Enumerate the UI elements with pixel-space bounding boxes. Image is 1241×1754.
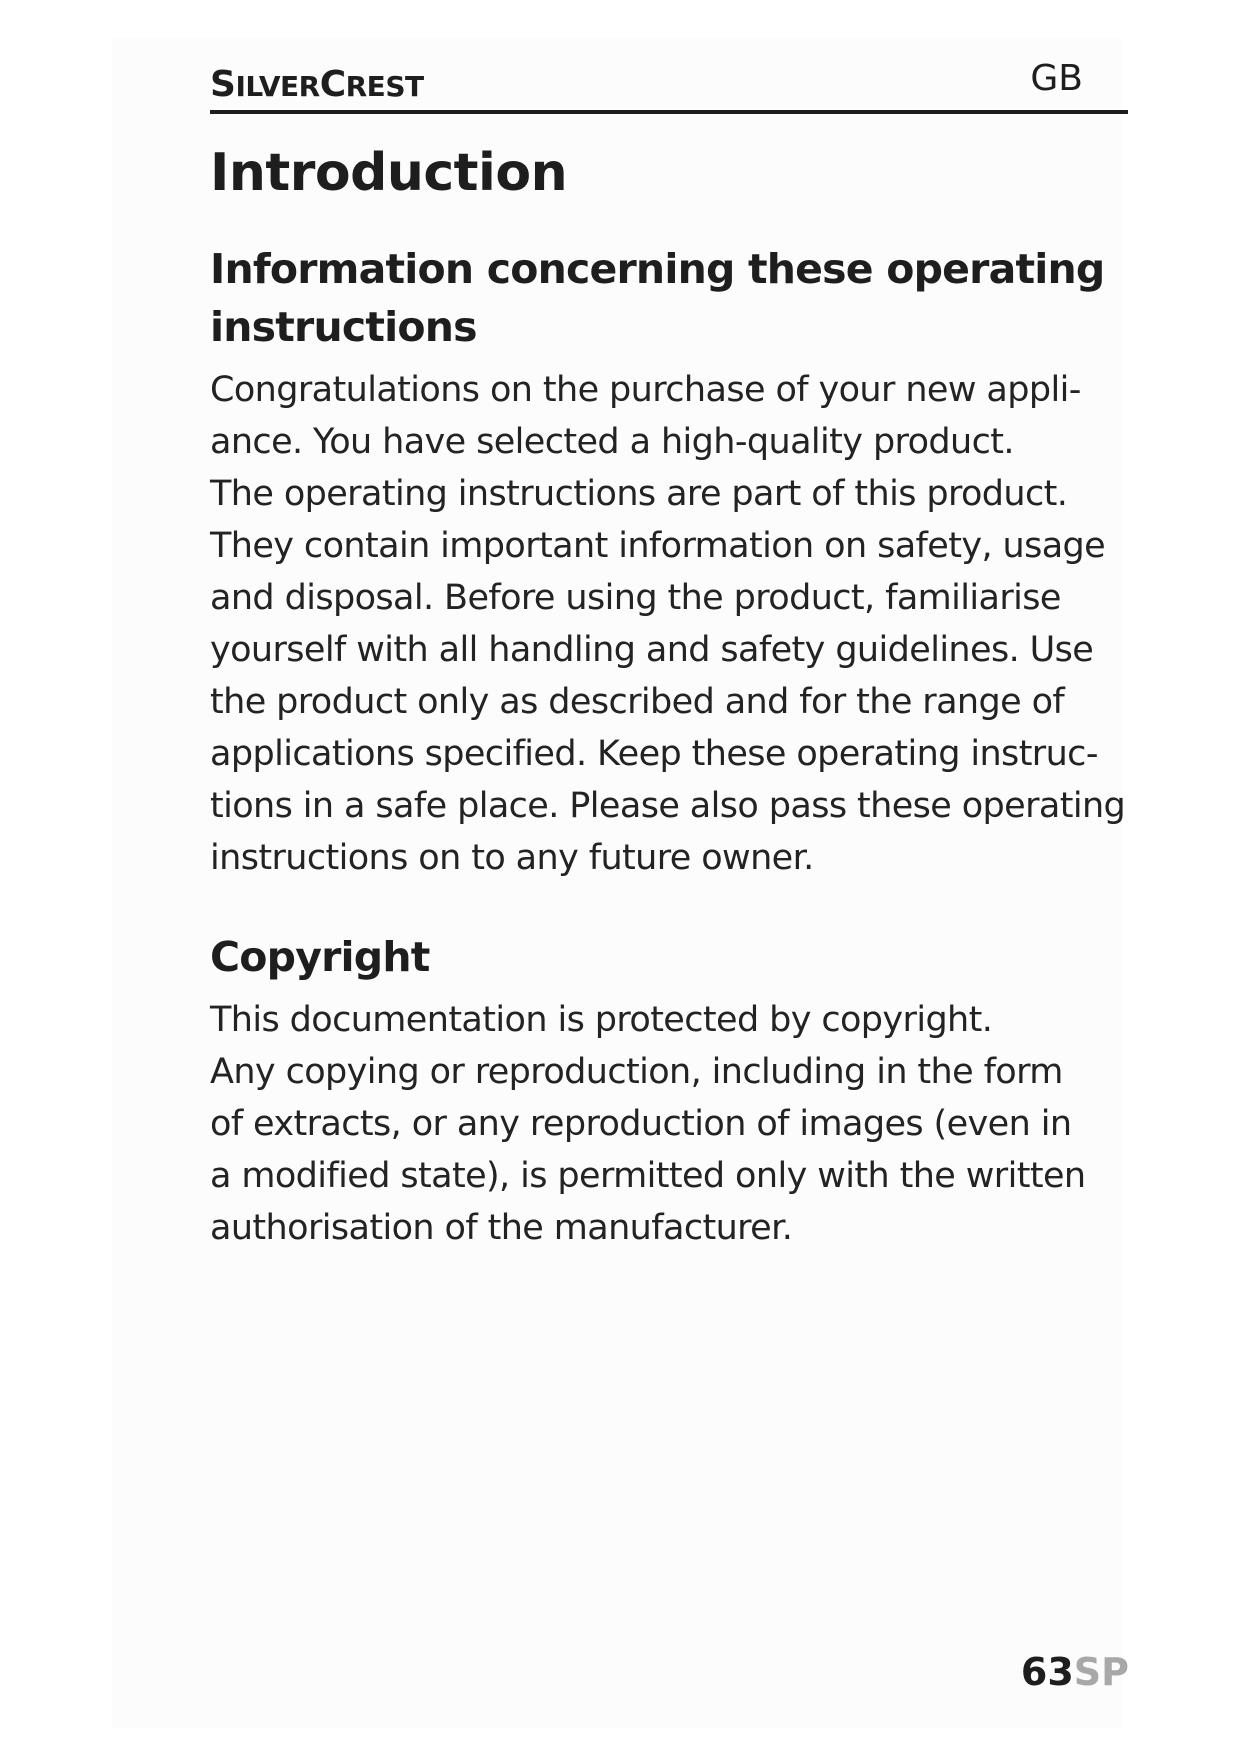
section-heading: Information concerning these operating instructions — [210, 245, 1105, 351]
brand-logo: SILVERCREST — [210, 64, 424, 105]
page-content — [210, 138, 1126, 1254]
section-operating-instructions — [210, 240, 1126, 884]
section-paragraph: This documentation is protected by copyright. Any copying or reproduction, including in the form of extracts, or any reproduction of images (even in a modified state), is permitted only with the written authorisation of the manufacturer. — [210, 1000, 1086, 1248]
section-copyright — [210, 928, 1090, 1254]
section-paragraph: Congratulations on the purchase of your new appli- ance. You have selected a high-quality product. The operating instructions are part of this product. They contain important information on safety, usage and disposal. Before using the product, familiarise yourself with all handling and safety guidelines. Use the product only as described and for the range of applications specified. Keep these operating instruc- tions in a safe place. Please also pass these operating instructions on to any future owner. — [210, 370, 1126, 878]
language-code: GB — [1030, 58, 1083, 99]
section-spacer — [210, 884, 1090, 928]
page-footer — [1021, 1650, 1129, 1694]
section-heading: Copyright — [210, 933, 430, 981]
product-code: SP — [1073, 1650, 1129, 1694]
page-number: 63 — [1020, 1650, 1074, 1694]
page-header — [210, 58, 1128, 108]
header-rule — [210, 110, 1128, 114]
page-title: Introduction — [210, 143, 568, 203]
